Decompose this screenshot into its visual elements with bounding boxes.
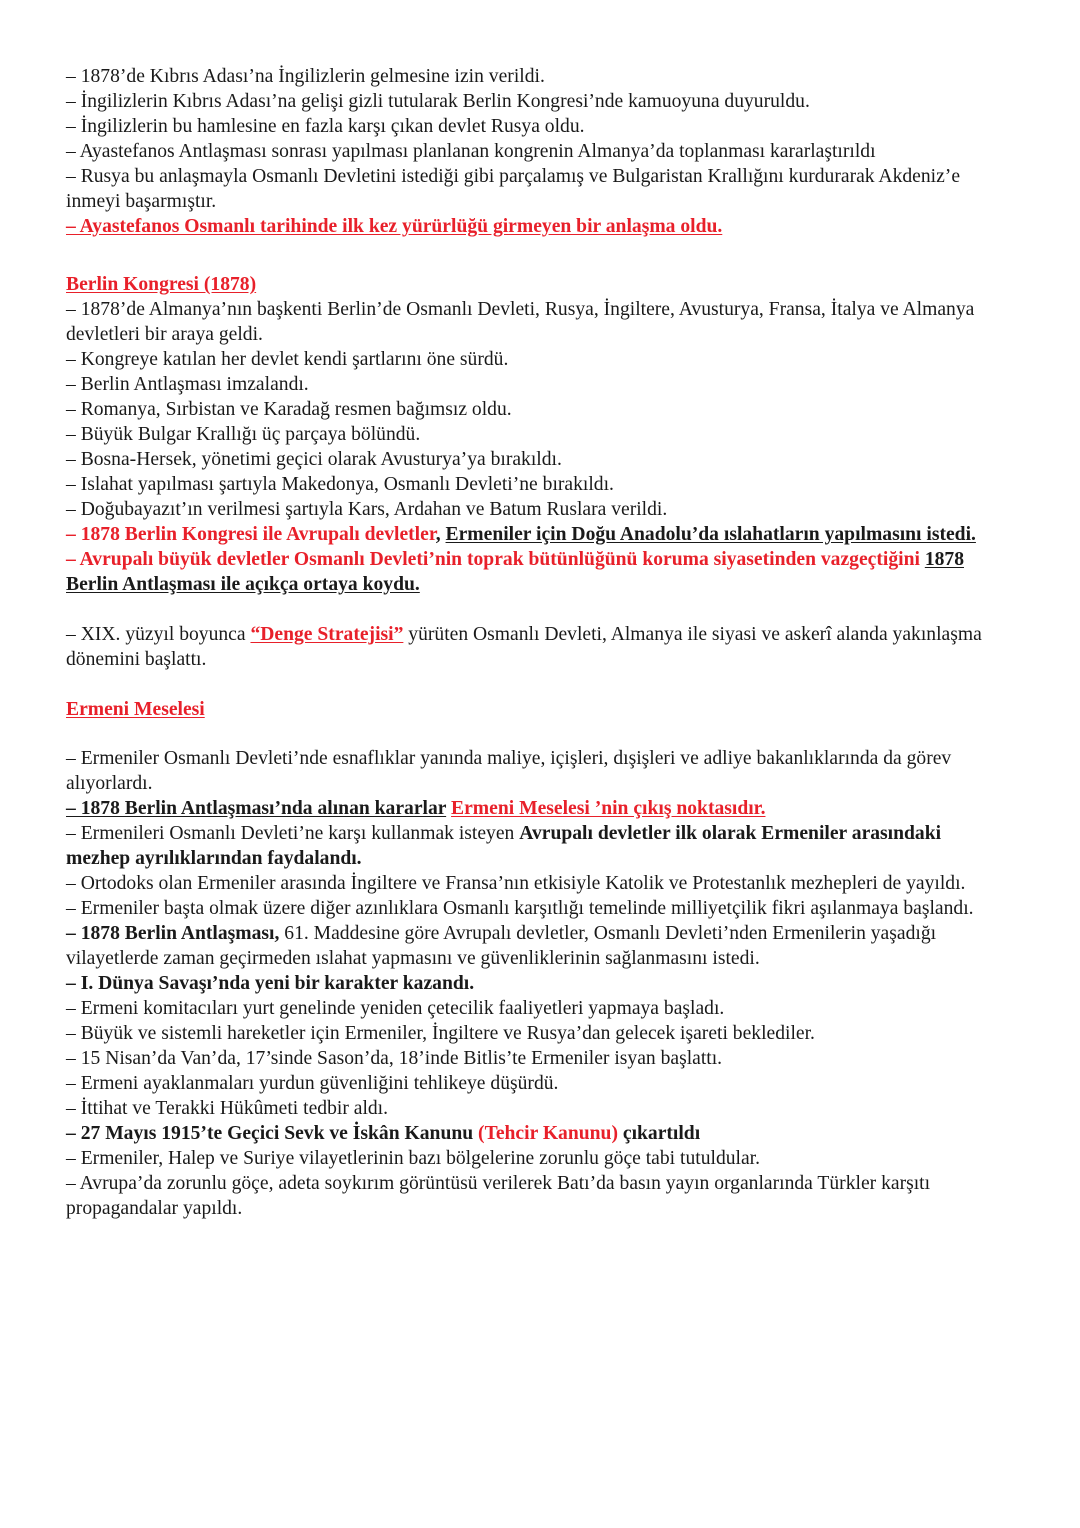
text-paragraph: – Ermeniler başta olmak üzere diğer azınlıklara Osmanlı karşıtlığı temelinde milliyetçilik fikri aşılanmaya başlandı. (66, 898, 974, 919)
emphasis-red: – Avrupalı büyük devletler Osmanlı Devleti’nin toprak bütünlüğünü koruma siyasetinden vazgeçtiğini (66, 549, 920, 570)
highlight-ayastefanos: – Ayastefanos Osmanlı tarihinde ilk kez yürürlüğü girmeyen bir anlaşma oldu. (66, 216, 723, 237)
spacer (66, 239, 1000, 272)
text-line: – 1878’de Kıbrıs Adası’na İngilizlerin gelmesine izin verildi. (66, 66, 545, 87)
key-red: Ermeni Meselesi ’nin çıkış noktasıdır. (451, 798, 766, 819)
text-paragraph: – 1878’de Almanya’nın başkenti Berlin’de Osmanlı Devleti, Rusya, İngiltere, Avusturya, Fransa, İtalya ve Almanya devletleri bir araya geldi. (66, 299, 975, 345)
text-line: – Berlin Antlaşması imzalandı. (66, 374, 309, 395)
tehcir-kanunu-line (66, 1121, 1000, 1146)
text-line: – Ermeni ayaklanmaları yurdun güvenliğini tehlikeye düşürdü. (66, 1073, 559, 1094)
highlight-denge-stratejisi: “Denge Stratejisi” (250, 624, 404, 645)
text-line: – Doğubayazıt’ın verilmesi şartıyla Kars, Ardahan ve Batum Ruslara verildi. (66, 499, 668, 520)
text-line: – Büyük ve sistemli hareketler için Ermeniler, İngiltere ve Rusya’dan gelecek işareti beklediler. (66, 1023, 815, 1044)
text-line: – Büyük Bulgar Krallığı üç parçaya bölündü. (66, 424, 421, 445)
text-line: – İngilizlerin Kıbrıs Adası’na gelişi gizli tutularak Berlin Kongresi’nde kamuoyuna duyuruldu. (66, 91, 810, 112)
text-paragraph: – Rusya bu anlaşmayla Osmanlı Devletini istediği gibi parçalamış ve Bulgaristan Krallığını kurdurarak Akdeniz’e inmeyi başarmıştır. (66, 166, 961, 212)
key-black: – 1878 Berlin Antlaşması’nda alınan kararlar (66, 798, 447, 819)
text-line: – İttihat ve Terakki Hükûmeti tedbir aldı. (66, 1098, 389, 1119)
text-line: – Ermeniler, Halep ve Suriye vilayetlerinin bazı bölgelerine zorunlu göçe tabi tutuldular. (66, 1148, 761, 1169)
bold-segment: – 1878 Berlin Antlaşması, (66, 923, 280, 944)
text-paragraph-denge-stratejisi (66, 622, 1000, 672)
text-paragraph (66, 921, 1000, 971)
text-line: – Romanya, Sırbistan ve Karadağ resmen bağımsız oldu. (66, 399, 512, 420)
text-paragraph: – Ermeniler Osmanlı Devleti’nde esnaflıklar yanında maliye, içişleri, dışişleri ve adliye bakanlıklarında da görev alıyorlardı. (66, 748, 952, 794)
text-paragraph (66, 821, 1000, 871)
spacer (66, 722, 1000, 746)
bold-segment: – 27 Mayıs 1915’te Geçici Sevk ve İskân Kanunu (66, 1123, 479, 1144)
emphasis-toprak-butunlugu (66, 547, 1000, 597)
text-line: – İngilizlerin bu hamlesine en fazla karşı çıkan devlet Rusya oldu. (66, 116, 585, 137)
spacer (66, 597, 1000, 622)
text-paragraph: – Ortodoks olan Ermeniler arasında İngiltere ve Fransa’nın etkisiyle Katolik ve Protestanlık mezhepleri de yayıldı. (66, 873, 966, 894)
text-segment: 61. Maddesine göre Avrupalı devletler, Osmanlı Devleti’nden Ermenilerin yaşadığı vilayetlerde zaman geçirmeden ıslahat yapmasını ve güvenliklerinin sağlanmasını istedi. (66, 923, 937, 969)
bold-segment: çıkartıldı (617, 1123, 701, 1144)
text-line: – Islahat yapılması şartıyla Makedonya, Osmanlı Devleti’ne bırakıldı. (66, 474, 614, 495)
text-segment: – Ermenileri Osmanlı Devleti’ne karşı kullanmak isteyen (66, 823, 520, 844)
text-line: – Kongreye katılan her devlet kendi şartlarını öne sürdü. (66, 349, 509, 370)
heading-ermeni-meselesi: Ermeni Meselesi (66, 699, 205, 720)
bold-line: – I. Dünya Savaşı’nda yeni bir karakter kazandı. (66, 973, 475, 994)
text-segment: yürüten Osmanlı Devleti, Almanya ile siyasi ve askerî alanda yakınlaşma dönemini başlattı. (66, 624, 982, 670)
key-statement (66, 796, 1000, 821)
text-line: – Bosna-Hersek, yönetimi geçici olarak Avusturya’ya bırakıldı. (66, 449, 562, 470)
text-segment: – XIX. yüzyıl boyunca (66, 624, 251, 645)
emphasis-underlined: Ermeniler için Doğu Anadolu’da ıslahatların yapılmasını istedi. (445, 524, 976, 545)
text-paragraph: – Avrupa’da zorunlu göçe, adeta soykırım görüntüsü verilerek Batı’da basın yayın organlarında Türkler karşıtı propagandalar yapıldı. (66, 1173, 931, 1219)
text-line: – Ermeni komitacıları yurt genelinde yeniden çetecilik faaliyetleri yapmaya başladı. (66, 998, 725, 1019)
emphasis-ermeniler-islahat (66, 522, 1000, 547)
text-line: – 15 Nisan’da Van’da, 17’sinde Sason’da, 18’inde Bitlis’te Ermeniler isyan başlattı. (66, 1048, 723, 1069)
heading-berlin-kongresi: Berlin Kongresi (1878) (66, 274, 257, 295)
separator: , (435, 524, 446, 545)
emphasis-red: – 1878 Berlin Kongresi ile Avrupalı devletler (66, 524, 436, 545)
bold-segment: Avrupalı devletler ilk olarak Ermeniler arasındaki mezhep ayrılıklarından faydalandı. (66, 823, 942, 869)
spacer (66, 672, 1000, 697)
emphasis-underlined: 1878 Berlin Antlaşması ile açıkça ortaya koydu. (66, 549, 964, 595)
red-segment: (Tehcir Kanunu) (478, 1123, 618, 1144)
text-line: – Ayastefanos Antlaşması sonrası yapılması planlanan kongrenin Almanya’da toplanması kararlaştırıldı (66, 141, 876, 162)
